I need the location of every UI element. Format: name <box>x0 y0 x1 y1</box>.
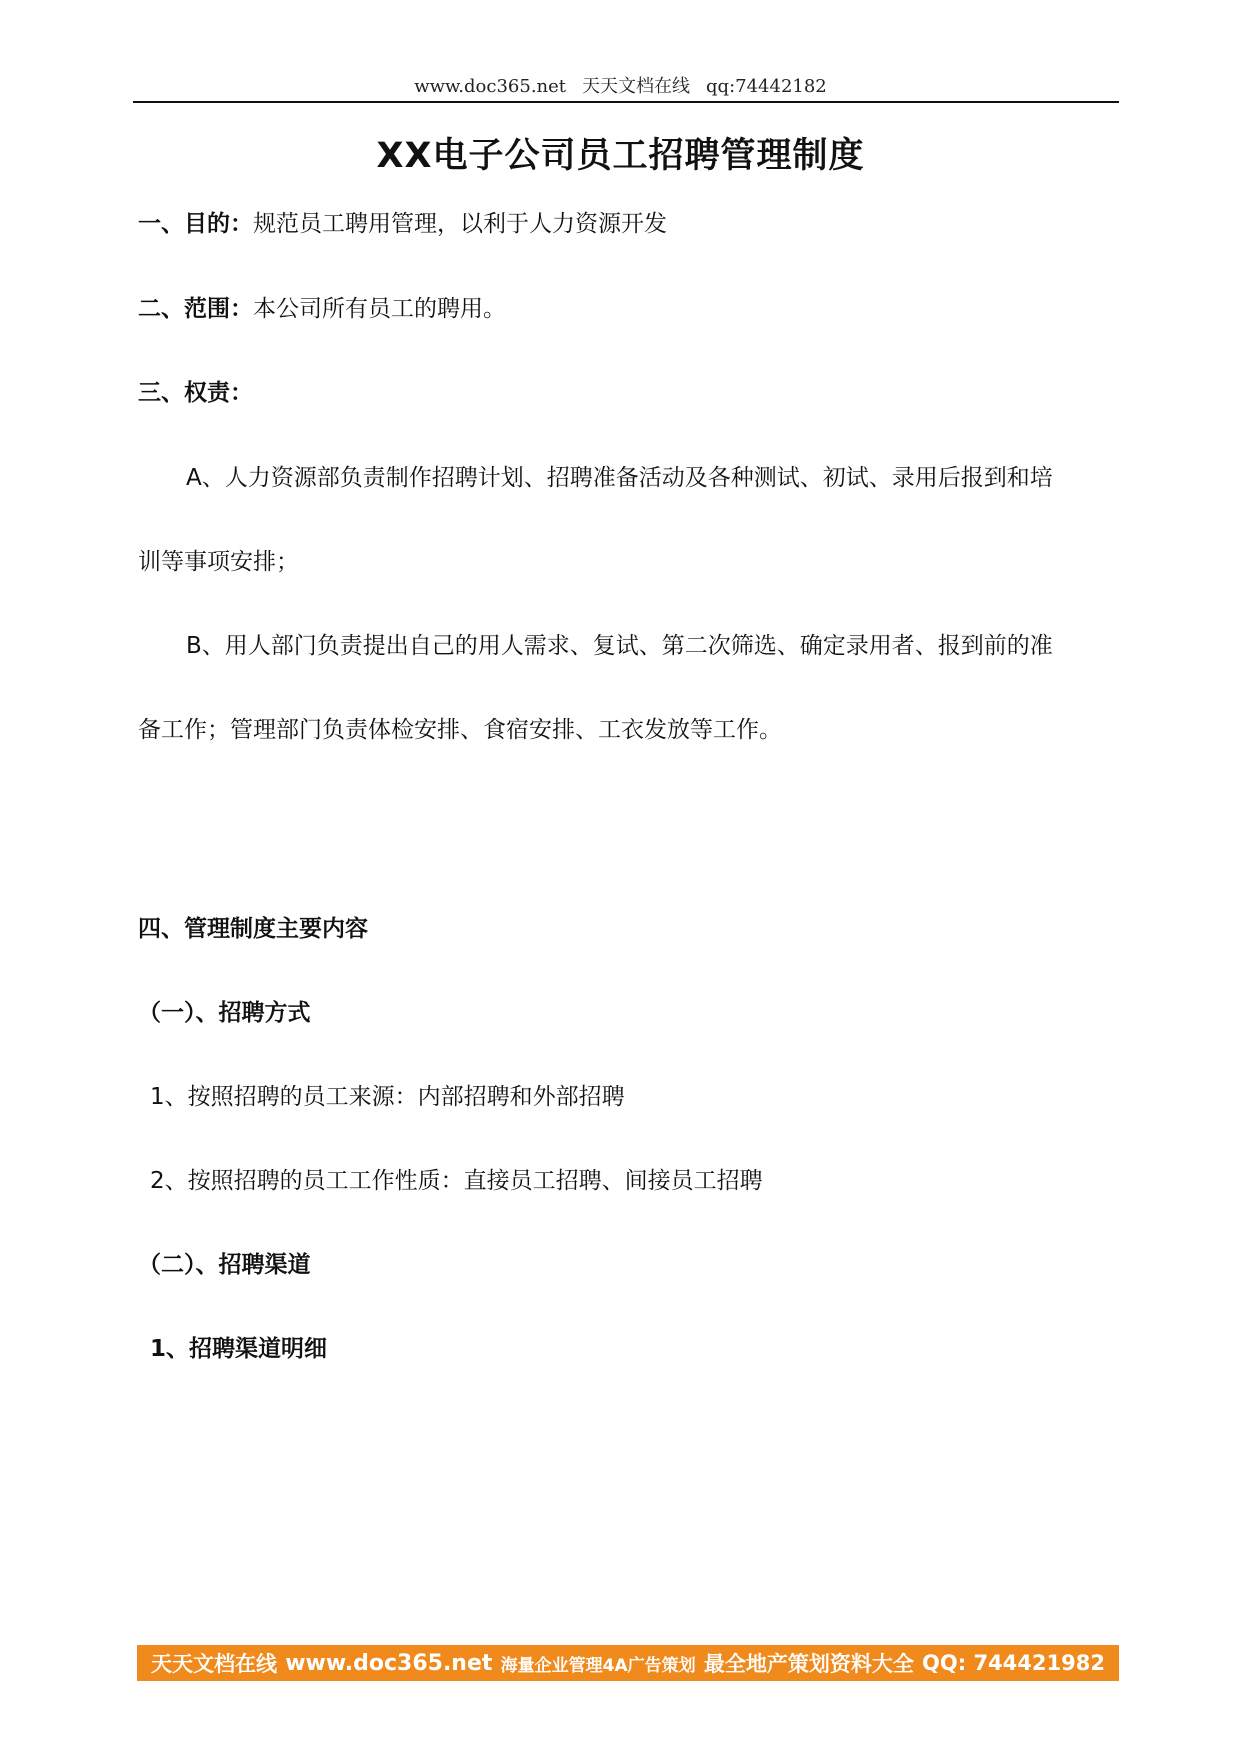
recruit-method-item-2: 2、按照招聘的员工工作性质：直接员工招聘、间接员工招聘 <box>150 1168 763 1194</box>
header-rule <box>133 101 1119 103</box>
header-name: 天天文档在线 <box>582 76 691 97</box>
section-main-content-label: 四、管理制度主要内容 <box>138 916 368 942</box>
header-site: www.doc365.net <box>414 76 567 97</box>
recruit-method-item-1: 1、按照招聘的员工来源：内部招聘和外部招聘 <box>150 1084 625 1110</box>
responsibility-a-line1: A、人力资源部负责制作招聘计划、招聘准备活动及各种测试、初试、录用后报到和培 <box>186 465 1053 491</box>
page-header <box>0 72 1241 98</box>
subsection-recruit-channel: （二）、招聘渠道 <box>138 1252 311 1278</box>
header-qq: qq:74442182 <box>706 76 827 97</box>
responsibility-b-line1: B、用人部门负责提出自己的用人需求、复试、第二次筛选、确定录用者、报到前的准 <box>186 633 1053 659</box>
footer-slogan-1: 海量企业管理4A广告策划 <box>500 1655 696 1676</box>
recruit-channel-item-1: 1、招聘渠道明细 <box>150 1336 328 1362</box>
responsibility-b-line2: 备工作；管理部门负责体检安排、食宿安排、工衣发放等工作。 <box>138 717 782 743</box>
section-purpose-label: 一、目的： <box>138 211 253 237</box>
section-purpose <box>138 205 667 238</box>
footer-brand: 天天文档在线 <box>151 1652 277 1676</box>
section-scope-text: 本公司所有员工的聘用。 <box>253 296 506 322</box>
responsibility-a-line2: 训等事项安排； <box>138 549 299 575</box>
section-scope-label: 二、范围： <box>138 296 253 322</box>
subsection-recruit-method: （一）、招聘方式 <box>138 1000 311 1026</box>
footer-slogan-2: 最全地产策划资料大全 <box>703 1652 914 1676</box>
document-title: XX电子公司员工招聘管理制度 <box>376 136 865 176</box>
section-purpose-text: 规范员工聘用管理，以利于人力资源开发 <box>253 211 667 237</box>
footer-qq: QQ: 744421982 <box>922 1651 1105 1675</box>
section-responsibility-label: 三、权责： <box>138 380 253 406</box>
footer-url[interactable]: www.doc365.net <box>285 1650 493 1676</box>
footer-banner <box>137 1645 1119 1681</box>
section-scope <box>138 290 506 323</box>
